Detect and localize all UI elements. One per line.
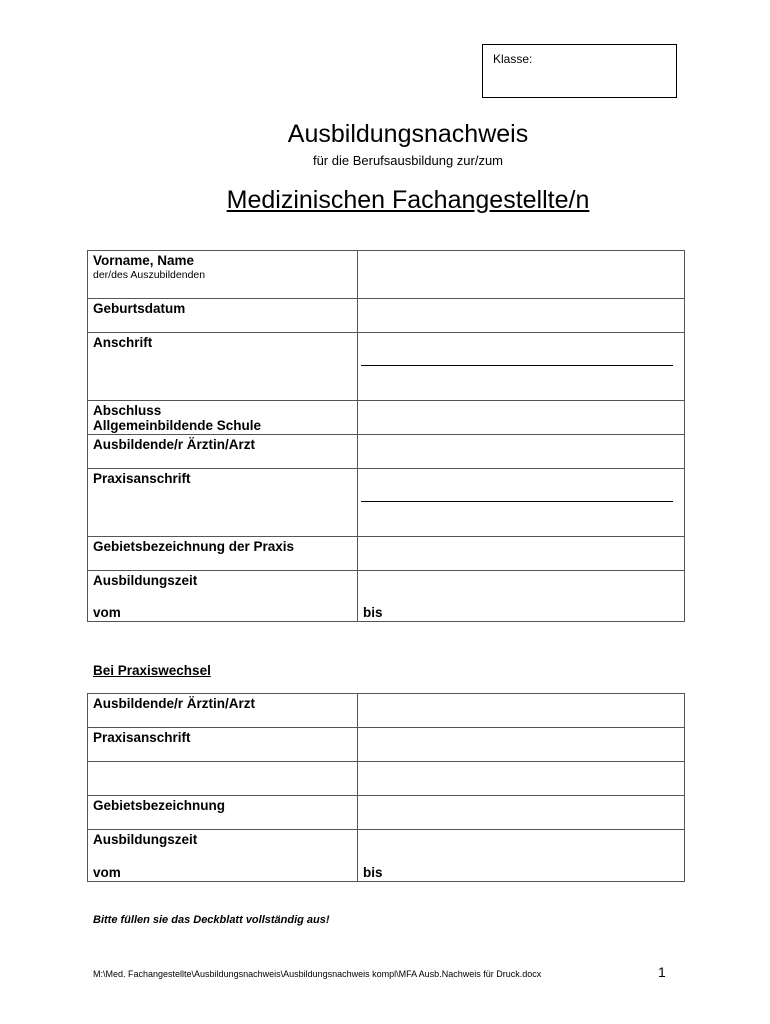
table-row — [88, 762, 685, 796]
practice-field-label-cell — [88, 537, 358, 571]
practice-change-table — [87, 693, 685, 882]
table-row — [88, 333, 685, 401]
doctor-input-cell[interactable] — [358, 435, 685, 469]
school-input-cell[interactable] — [358, 401, 685, 435]
page-number: 1 — [658, 964, 666, 980]
table-row — [88, 299, 685, 333]
school-label-cell — [88, 401, 358, 435]
practice-address-label-cell — [88, 469, 358, 537]
change-doctor-label: Ausbildende/r Ärztin/Arzt — [93, 696, 256, 711]
practice-change-heading: Bei Praxiswechsel — [93, 663, 211, 678]
change-field-label: Gebietsbezeichnung — [93, 798, 226, 813]
table-row — [88, 401, 685, 435]
address-input-cell[interactable] — [358, 333, 685, 401]
document-subtitle: für die Berufsausbildung zur/zum — [312, 153, 504, 168]
table-row — [88, 435, 685, 469]
table-row — [88, 251, 685, 299]
doctor-label: Ausbildende/r Ärztin/Arzt — [93, 437, 256, 452]
from-label: vom — [93, 605, 121, 620]
change-training-period-from-cell[interactable] — [88, 830, 358, 882]
change-practice-address-label: Praxisanschrift — [93, 730, 191, 745]
practice-field-input-cell[interactable] — [358, 537, 685, 571]
table-row — [88, 694, 685, 728]
doctor-label-cell — [88, 435, 358, 469]
address-label: Anschrift — [93, 335, 153, 350]
profession-title: Medizinischen Fachangestellte/n — [226, 186, 590, 214]
name-input-cell[interactable] — [358, 251, 685, 299]
name-hint: der/des Auszubildenden — [93, 269, 206, 281]
change-doctor-label-cell — [88, 694, 358, 728]
change-practice-address-extra-input-cell[interactable] — [358, 762, 685, 796]
change-from-label: vom — [93, 865, 121, 880]
school-label-1: Abschluss — [93, 403, 162, 418]
name-label-cell — [88, 251, 358, 299]
practice-field-label: Gebietsbezeichnung der Praxis — [93, 539, 295, 554]
practice-address-line — [361, 501, 673, 502]
table-row — [88, 537, 685, 571]
change-training-period-to-cell[interactable] — [358, 830, 685, 882]
school-label-2: Allgemeinbildende Schule — [93, 418, 262, 433]
birthdate-input-cell[interactable] — [358, 299, 685, 333]
training-period-to-cell[interactable] — [358, 571, 685, 622]
address-label-cell — [88, 333, 358, 401]
birthdate-label: Geburtsdatum — [93, 301, 186, 316]
change-practice-address-input-cell[interactable] — [358, 728, 685, 762]
name-label: Vorname, Name — [93, 253, 195, 268]
table-row — [88, 469, 685, 537]
change-field-label-cell — [88, 796, 358, 830]
change-to-label: bis — [363, 865, 383, 880]
change-practice-address-extra-cell[interactable] — [88, 762, 358, 796]
practice-address-label: Praxisanschrift — [93, 471, 191, 486]
table-row — [88, 796, 685, 830]
table-row — [88, 728, 685, 762]
address-line — [361, 365, 673, 366]
trainee-info-table — [87, 250, 685, 622]
to-label: bis — [363, 605, 383, 620]
training-period-label: Ausbildungszeit — [93, 573, 198, 588]
klasse-label: Klasse: — [493, 52, 533, 66]
footer-file-path: M:\Med. Fachangestellte\Ausbildungsnachweis\Ausbildungsnachweis kompl\MFA Ausb.Nachweis für Druck.docx — [93, 969, 542, 979]
birthdate-label-cell — [88, 299, 358, 333]
klasse-field[interactable] — [482, 44, 677, 98]
change-training-period-label: Ausbildungszeit — [93, 832, 198, 847]
change-practice-address-label-cell — [88, 728, 358, 762]
practice-address-input-cell[interactable] — [358, 469, 685, 537]
table-row — [88, 571, 685, 622]
training-period-from-cell[interactable] — [88, 571, 358, 622]
change-field-input-cell[interactable] — [358, 796, 685, 830]
table-row — [88, 830, 685, 882]
document-title: Ausbildungsnachweis — [287, 120, 529, 148]
change-doctor-input-cell[interactable] — [358, 694, 685, 728]
completion-note: Bitte füllen sie das Deckblatt vollständig aus! — [93, 914, 330, 926]
